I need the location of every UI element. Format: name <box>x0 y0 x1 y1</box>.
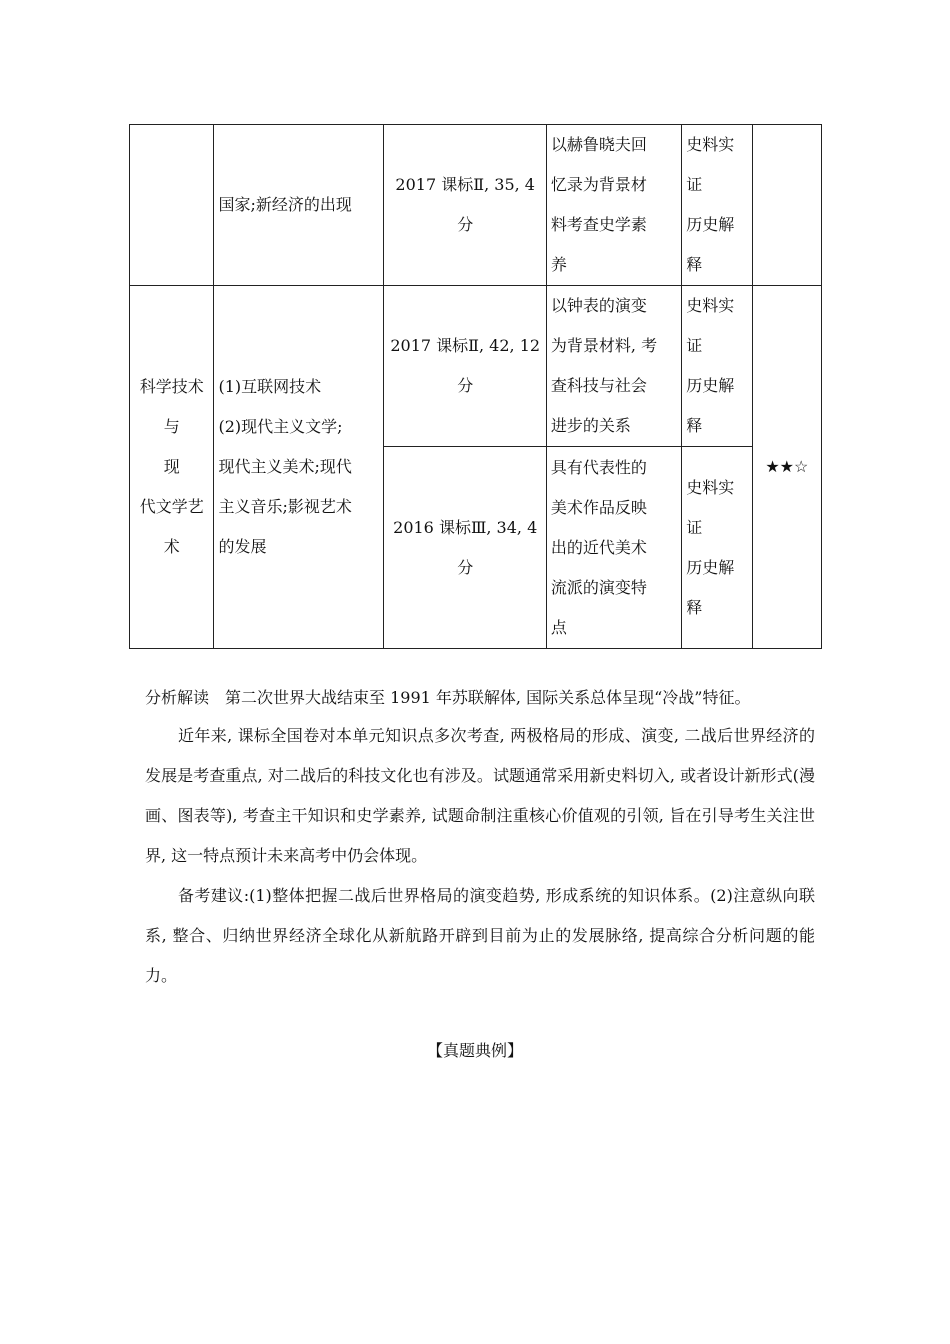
topic-cell <box>130 125 214 286</box>
focus-cell <box>546 125 681 286</box>
content-line: (1)互联网技术 <box>218 377 322 396</box>
exam-cell <box>384 447 546 649</box>
focus-line: 料考查史学素 <box>550 215 647 234</box>
content-cell <box>214 286 384 649</box>
exam-text: 2016 课标Ⅲ, 34, 4 分 <box>393 517 538 577</box>
focus-line: 出的近代美术 <box>550 537 647 557</box>
literacy-cell <box>682 125 752 286</box>
rating-cell <box>752 286 821 649</box>
analysis-lead <box>145 678 815 718</box>
exam-analysis-table <box>129 124 822 649</box>
literacy-line: 史料实证 <box>686 296 735 355</box>
focus-line: 具有代表性的 <box>550 457 647 477</box>
table-row <box>130 286 822 447</box>
literacy-cell <box>682 286 752 447</box>
literacy-line: 史料实证 <box>686 477 735 537</box>
exam-text: 2017 课标Ⅱ, 42, 12 分 <box>390 336 541 395</box>
topic-cell <box>130 286 214 649</box>
content-line: 的发展 <box>218 537 267 556</box>
focus-line: 流派的演变特 <box>550 577 647 597</box>
analysis-paragraph: 近年来, 课标全国卷对本单元知识点多次考查, 两极格局的形成、演变, 二战后世界经济的发展是考查重点, 对二战后的科技文化也有涉及。试题通常采用新史料切入, 或者设计新形式(漫画、图表等), 考查主干知识和史学素养, 试题命制注重核心价值观的引领, 旨在引导考生关注世界, 这一特点预计未来高考中仍会体现。 <box>145 726 815 865</box>
literacy-line: 史料实证 <box>686 135 735 194</box>
focus-line: 查科技与社会 <box>550 376 647 395</box>
content-line: (2)现代主义文学; <box>218 417 343 436</box>
literacy-line: 历史解释 <box>686 557 735 617</box>
focus-line: 点 <box>550 617 567 637</box>
content-text: 国家;新经济的出现 <box>218 195 352 214</box>
analysis-label: 分析解读 <box>145 688 210 707</box>
topic-line: 现 <box>163 457 180 476</box>
focus-line: 美术作品反映 <box>550 497 647 517</box>
focus-line: 以赫鲁晓夫回 <box>550 135 647 154</box>
exam-text: 2017 课标Ⅱ, 35, 4 分 <box>395 175 535 234</box>
focus-line: 养 <box>550 255 567 274</box>
rating-cell <box>752 125 821 286</box>
prep-advice-paragraph: 备考建议:(1)整体把握二战后世界格局的演变趋势, 形成系统的知识体系。(2)注意纵向联系, 整合、归纳世界经济全球化从新航路开辟到目前为止的发展脉络, 提高综合分析问题的能力。 <box>145 886 815 985</box>
analysis-lead-text: 第二次世界大战结束至 1991 年苏联解体, 国际关系总体呈现“冷战”特征。 <box>225 688 751 707</box>
focus-cell <box>546 447 681 649</box>
section-heading: 【真题典例】 <box>426 1041 523 1060</box>
focus-line: 以钟表的演变 <box>550 296 647 315</box>
exam-cell <box>384 286 546 447</box>
focus-cell <box>546 286 681 447</box>
topic-line: 代文学艺术 <box>139 497 204 556</box>
literacy-line: 历史解释 <box>686 376 735 435</box>
content-line: 现代主义美术;现代 <box>218 457 352 476</box>
focus-line: 进步的关系 <box>550 416 631 435</box>
focus-line: 忆录为背景材 <box>550 175 647 194</box>
literacy-line: 历史解释 <box>686 215 735 274</box>
focus-line: 为背景材料, 考 <box>550 336 658 355</box>
rating-stars: ★★☆ <box>765 457 809 476</box>
exam-cell <box>384 125 546 286</box>
content-cell <box>214 125 384 286</box>
content-line: 主义音乐;影视艺术 <box>218 497 352 516</box>
table-row <box>130 125 822 286</box>
literacy-cell <box>682 447 752 649</box>
topic-line: 科学技术与 <box>139 377 204 436</box>
